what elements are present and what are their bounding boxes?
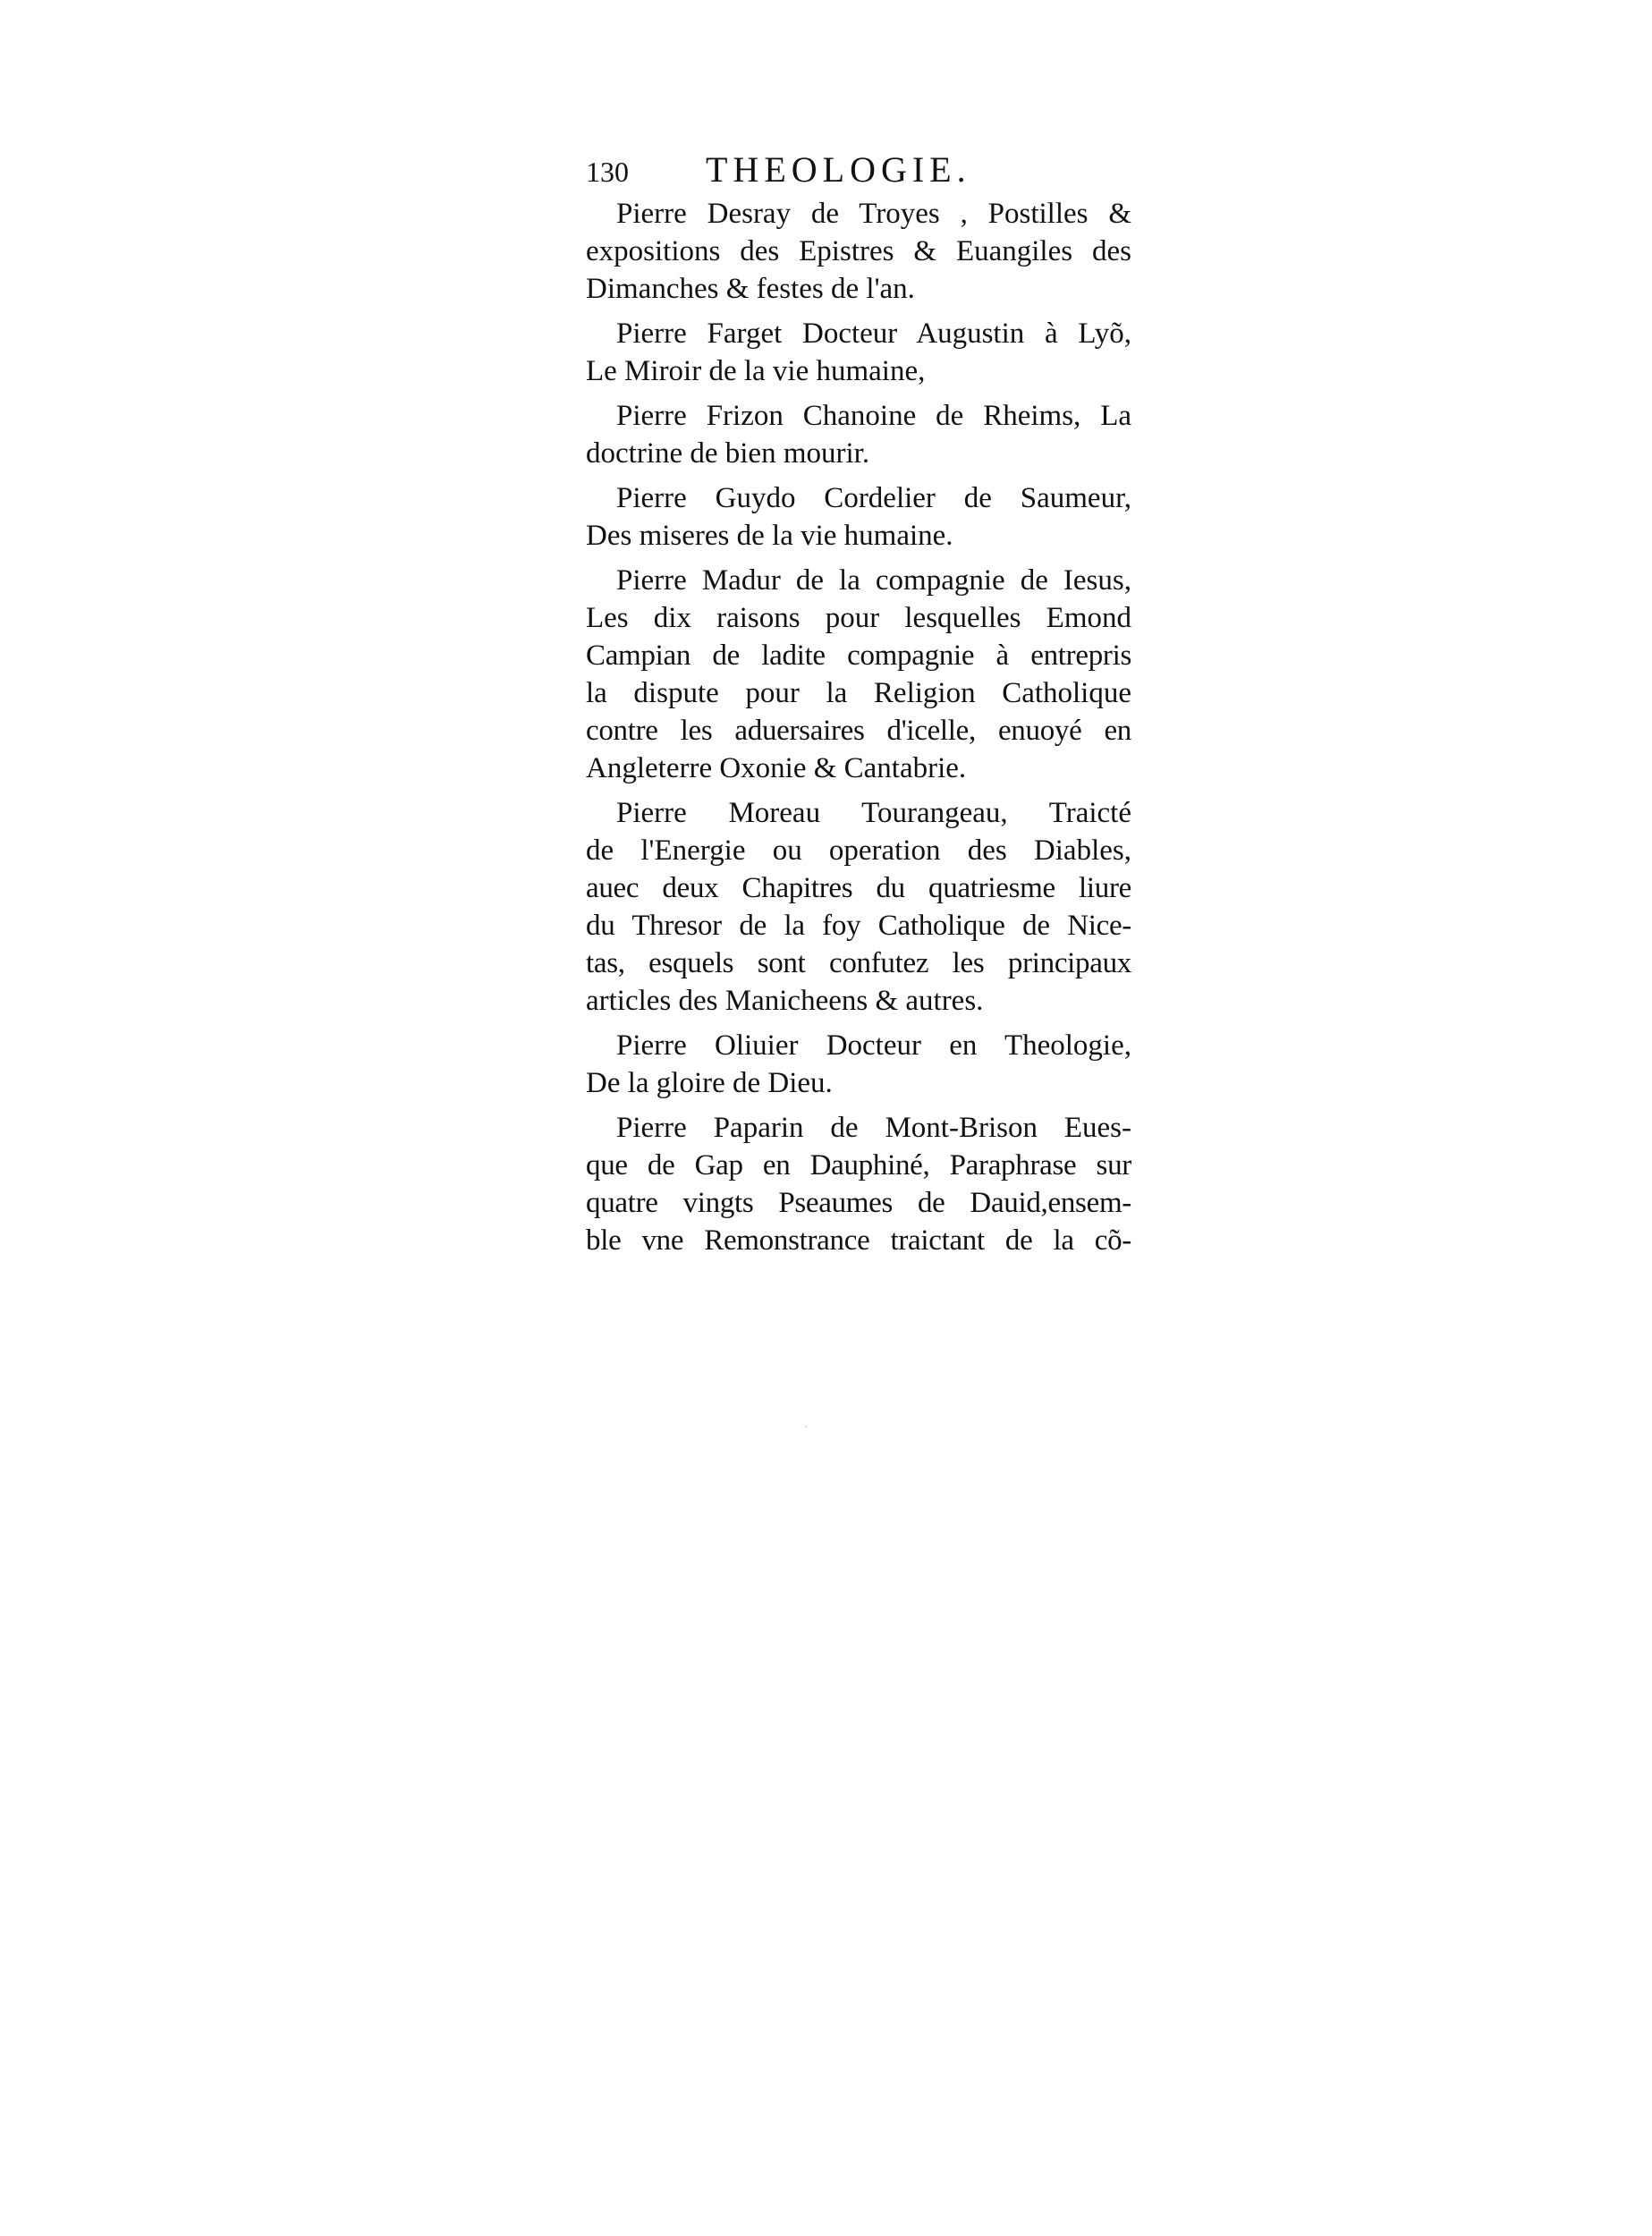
page-number: 130 [586,156,629,188]
scan-speck [805,1426,807,1427]
entry-line: Des miseres de la vie humaine. [586,520,953,552]
entry-line: Le Miroir de la vie humaine, [586,355,926,387]
entry-line: Pierre Oliuier Docteur en Theologie, [616,1029,1131,1062]
entry-line: Pierre Farget Docteur Augustin à Lyõ, [616,318,1131,350]
catalog-entry [586,1027,1131,1102]
catalog-entry [586,315,1131,390]
entry-line: tas, esquels sont confutez les principaux [586,947,1131,979]
entry-line: Pierre Desray de Troyes , Postilles & [616,198,1131,230]
catalog-entry [586,794,1131,1020]
entry-line: Pierre Moreau Tourangeau, Traicté [616,797,1131,829]
catalog-entry [586,1109,1131,1259]
entry-line: ble vne Remonstrance traictant de la cõ- [586,1224,1131,1257]
running-head [586,145,1131,195]
entry-line: Pierre Paparin de Mont-Brison Eues- [616,1112,1131,1144]
entry-line: Pierre Madur de la compagnie de Iesus, [616,564,1131,597]
entry-line: doctrine de bien mourir. [586,437,870,470]
entry-line: Les dix raisons pour lesquelles Emond [586,602,1131,634]
entry-line: quatre vingts Pseaumes de Dauid,ensem- [586,1187,1131,1219]
entry-line: du Thresor de la foy Catholique de Nice- [586,910,1131,942]
entry-line: De la gloire de Dieu. [586,1067,833,1099]
entry-line: Pierre Frizon Chanoine de Rheims, La [616,400,1131,432]
entry-line: articles des Manicheens & autres. [586,985,984,1017]
entry-line: Angleterre Oxonie & Cantabrie. [586,752,967,784]
entry-line: Campian de ladite compagnie à entrepris [586,639,1131,672]
running-head-title: THEOLOGIE. [706,149,971,190]
entry-line: Pierre Guydo Cordelier de Saumeur, [616,482,1131,514]
entry-line: expositions des Epistres & Euangiles des [586,235,1131,267]
catalog-entry [586,195,1131,308]
catalog-entry [586,397,1131,472]
entry-line: que de Gap en Dauphiné, Paraphrase sur [586,1149,1131,1182]
entry-line: la dispute pour la Religion Catholique [586,677,1131,709]
catalog-entry [586,562,1131,787]
entry-line: de l'Energie ou operation des Diables, [586,834,1131,867]
entry-line: Dimanches & festes de l'an. [586,273,915,305]
text-column [586,145,1131,1259]
catalog-entry [586,479,1131,555]
entry-line: contre les aduersaires d'icelle, enuoyé en [586,715,1131,747]
entry-line: auec deux Chapitres du quatriesme liure [586,872,1131,904]
